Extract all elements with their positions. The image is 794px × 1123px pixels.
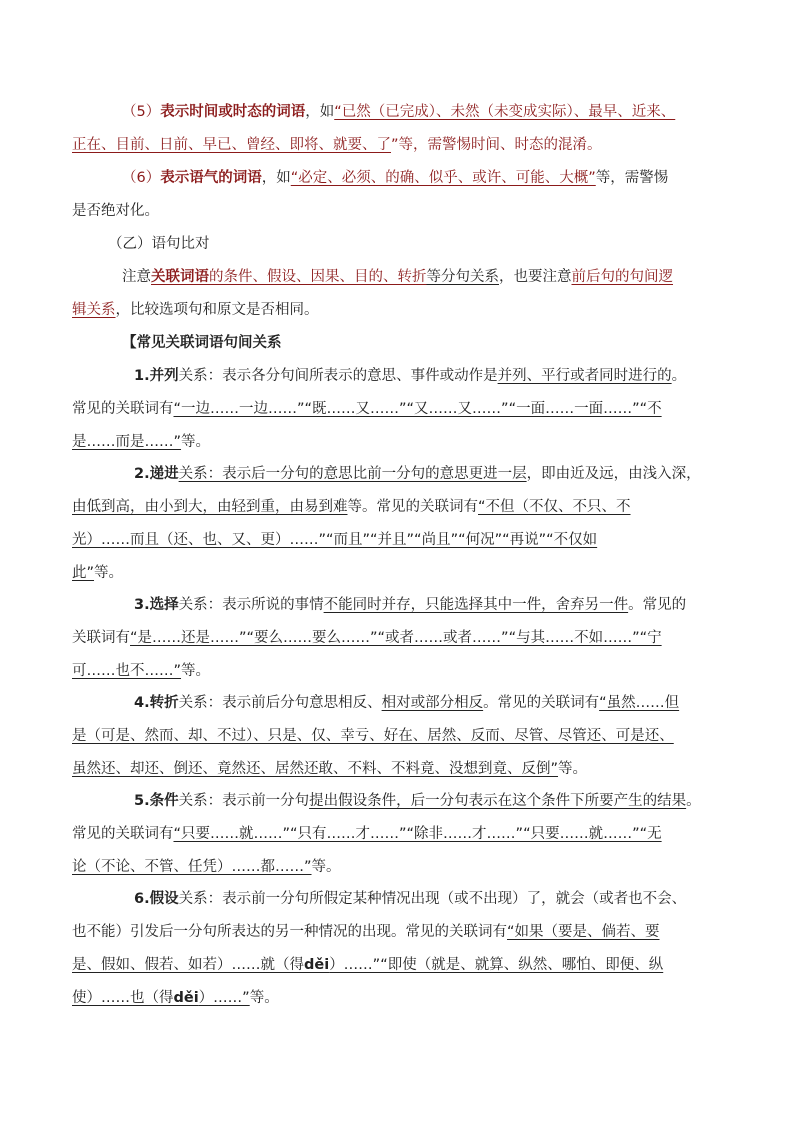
line xyxy=(72,949,732,982)
relation-name: 递进 xyxy=(149,466,179,482)
relation-alternative xyxy=(72,589,732,688)
text: 关系：表示各分句间所表示的意思、事件或动作是 xyxy=(178,368,498,384)
item-number: 5. xyxy=(134,793,150,809)
conjunction-list: 是……而是……” xyxy=(72,434,182,450)
line xyxy=(72,294,732,327)
text: ，即由近及远，由浅入深， xyxy=(526,466,701,482)
section-heading-common-relations xyxy=(72,327,732,360)
text: 。 xyxy=(671,368,687,384)
item-heading: 表示时间或时态的词语 xyxy=(160,104,306,120)
line xyxy=(72,426,732,459)
line xyxy=(72,557,732,590)
text: 等，需警惕 xyxy=(595,170,669,186)
relation-name: 转折 xyxy=(149,695,179,711)
conjunction-list: 此” xyxy=(72,565,95,581)
item-number: （6） xyxy=(122,170,161,186)
item-number: 1. xyxy=(134,368,150,384)
conjunction-list: “如果（要是、倘若、要 xyxy=(507,924,660,940)
conjunction-list: 光）……而且（还、也、又、更）……”“而且”“并且”“尚且”“何况”“再说”“不仅如 xyxy=(72,532,598,548)
line xyxy=(72,162,732,195)
text: ，比较选项句和原文是否相同。 xyxy=(115,302,319,318)
relation-name: 条件 xyxy=(149,793,179,809)
line xyxy=(72,753,732,786)
item-heading: 表示语气的词语 xyxy=(160,170,262,186)
line xyxy=(72,720,732,753)
conjunction-list: 是（可是、然而、却、不过）、只是、仅、幸亏、好在、居然、反而、尽管、尽管还、可是还、 xyxy=(72,728,674,744)
key-phrase: 相对或部分相反 xyxy=(381,695,484,711)
conjunction-list: “是……还是……”“要么……要么……”“或者……或者……”“与其……不如……”“宁 xyxy=(130,630,662,646)
line xyxy=(72,883,732,916)
text: 。常见的关联词有 xyxy=(483,695,600,711)
pinyin: děi xyxy=(173,990,199,1006)
key-phrase: 由低到高，由小到大，由轻到重，由易到难 xyxy=(72,499,348,515)
line xyxy=(72,818,732,851)
line xyxy=(72,458,732,491)
relation-progressive xyxy=(72,458,732,590)
example-words: “必定、必须、的确、似乎、或许、可能、大概” xyxy=(290,170,596,186)
line xyxy=(72,195,732,228)
relation-adversative xyxy=(72,687,732,786)
line xyxy=(72,393,732,426)
line xyxy=(72,916,732,949)
text: ”等，需警惕时间、时态的混淆。 xyxy=(391,137,602,153)
text: ，也要注意 xyxy=(499,269,572,285)
text: 等。 xyxy=(249,990,279,1006)
keyword: 前后句的句间逻 xyxy=(571,269,673,285)
text: 关系：表示后一分句的意思比前一分句的意思更进一层 xyxy=(178,466,527,482)
text: 常见的关联词有 xyxy=(72,401,174,417)
conjunction-list: “只要……就……”“只有……才……”“除非……才……”“只要……就……”“无 xyxy=(173,826,662,842)
line xyxy=(72,982,732,1015)
conjunction-list: 论（不论、不管、任凭）……都……” xyxy=(72,859,312,875)
text: 。常见的 xyxy=(628,597,687,613)
paragraph-intro xyxy=(72,261,732,327)
relation-name: 并列 xyxy=(149,368,179,384)
conjunction-list: ）……”“即使（就是、就算、纵然、哪怕、即便、纵 xyxy=(329,957,664,973)
line xyxy=(72,491,732,524)
keyword: 关联词语 xyxy=(151,269,209,285)
relation-name: 选择 xyxy=(149,597,179,613)
text: 等分句关系 xyxy=(426,269,499,285)
line xyxy=(72,129,732,162)
line xyxy=(72,655,732,688)
text: 注意 xyxy=(122,269,151,285)
example-words: 正在、目前、日前、早已、曾经、即将、就要、了 xyxy=(72,137,391,153)
item-number: 2. xyxy=(134,466,150,482)
relation-conditional xyxy=(72,785,732,884)
section-title: （乙）语句比对 xyxy=(108,236,210,252)
conjunction-list: 使）……也（得 xyxy=(72,990,174,1006)
text: 关系：表示前一分句 xyxy=(178,793,310,809)
text: 。 xyxy=(686,793,701,809)
line xyxy=(72,851,732,884)
conjunction-list: 虽然还、却还、倒还、竟然还、居然还敢、不料、不料竟、没想到竟、反倒” xyxy=(72,761,559,777)
item-number: 4. xyxy=(134,695,150,711)
line xyxy=(72,360,732,393)
relation-hypothetical xyxy=(72,883,732,1015)
paragraph-time-words xyxy=(72,96,732,162)
text: ，如 xyxy=(261,170,291,186)
item-number: 6. xyxy=(134,891,150,907)
text: 关联词有 xyxy=(72,630,130,646)
section-title: 【常见关联词语句间关系 xyxy=(122,335,282,351)
example-words: 的条件、假设、因果、目的、转折 xyxy=(209,269,427,285)
line xyxy=(72,687,732,720)
line xyxy=(72,96,732,129)
line xyxy=(72,785,732,818)
text: 等。 xyxy=(181,663,211,679)
text: 等。 xyxy=(311,859,341,875)
text: 等。常见的关联词有 xyxy=(347,499,478,515)
relation-name: 假设 xyxy=(149,891,179,907)
text: 关系：表示前一分句所假定某种情况出现（或不出现）了，就会（或者也不会、 xyxy=(178,891,687,907)
text: 也不能）引发后一分句所表达的另一种情况的出现。常见的关联词有 xyxy=(72,924,507,940)
conjunction-list: 是、假如、假若、如若）……就（得 xyxy=(72,957,304,973)
section-heading-sentence-comparison xyxy=(72,228,732,261)
pinyin: děi xyxy=(304,957,330,973)
line xyxy=(72,524,732,557)
key-phrase: 不能同时并存，只能选择其中一件，舍弃另一件 xyxy=(323,597,629,613)
text: 等。 xyxy=(181,434,211,450)
item-number: 3. xyxy=(134,597,150,613)
key-phrase: 提出假设条件，后一分句表示在这个条件下所要产生的结果 xyxy=(309,793,687,809)
relation-coordinate xyxy=(72,360,732,459)
key-phrase: 并列、平行或者同时进行的 xyxy=(497,368,672,384)
conjunction-list: 可……也不……” xyxy=(72,663,182,679)
line xyxy=(72,589,732,622)
paragraph-mood-words xyxy=(72,162,732,228)
conjunction-list: “不但（不仅、不只、不 xyxy=(478,499,631,515)
example-words: “已然（已完成）、未然（未变成实际）、最早、近来、 xyxy=(334,104,676,120)
text: 关系：表示所说的事情 xyxy=(178,597,324,613)
conjunction-list: ）……” xyxy=(198,990,250,1006)
line xyxy=(72,622,732,655)
conjunction-list: “一边……一边……”“既……又……”“又……又……”“一面……一面……”“不 xyxy=(173,401,662,417)
keyword: 辑关系 xyxy=(72,302,116,318)
text: 是否绝对化。 xyxy=(72,203,159,219)
conjunction-list: “虽然……但 xyxy=(599,695,680,711)
text: ，如 xyxy=(305,104,335,120)
text: 常见的关联词有 xyxy=(72,826,174,842)
text: 关系：表示前后分句意思相反、 xyxy=(178,695,382,711)
text: 等。 xyxy=(558,761,588,777)
text: 等。 xyxy=(94,565,124,581)
line xyxy=(72,261,732,294)
item-number: （5） xyxy=(122,104,161,120)
